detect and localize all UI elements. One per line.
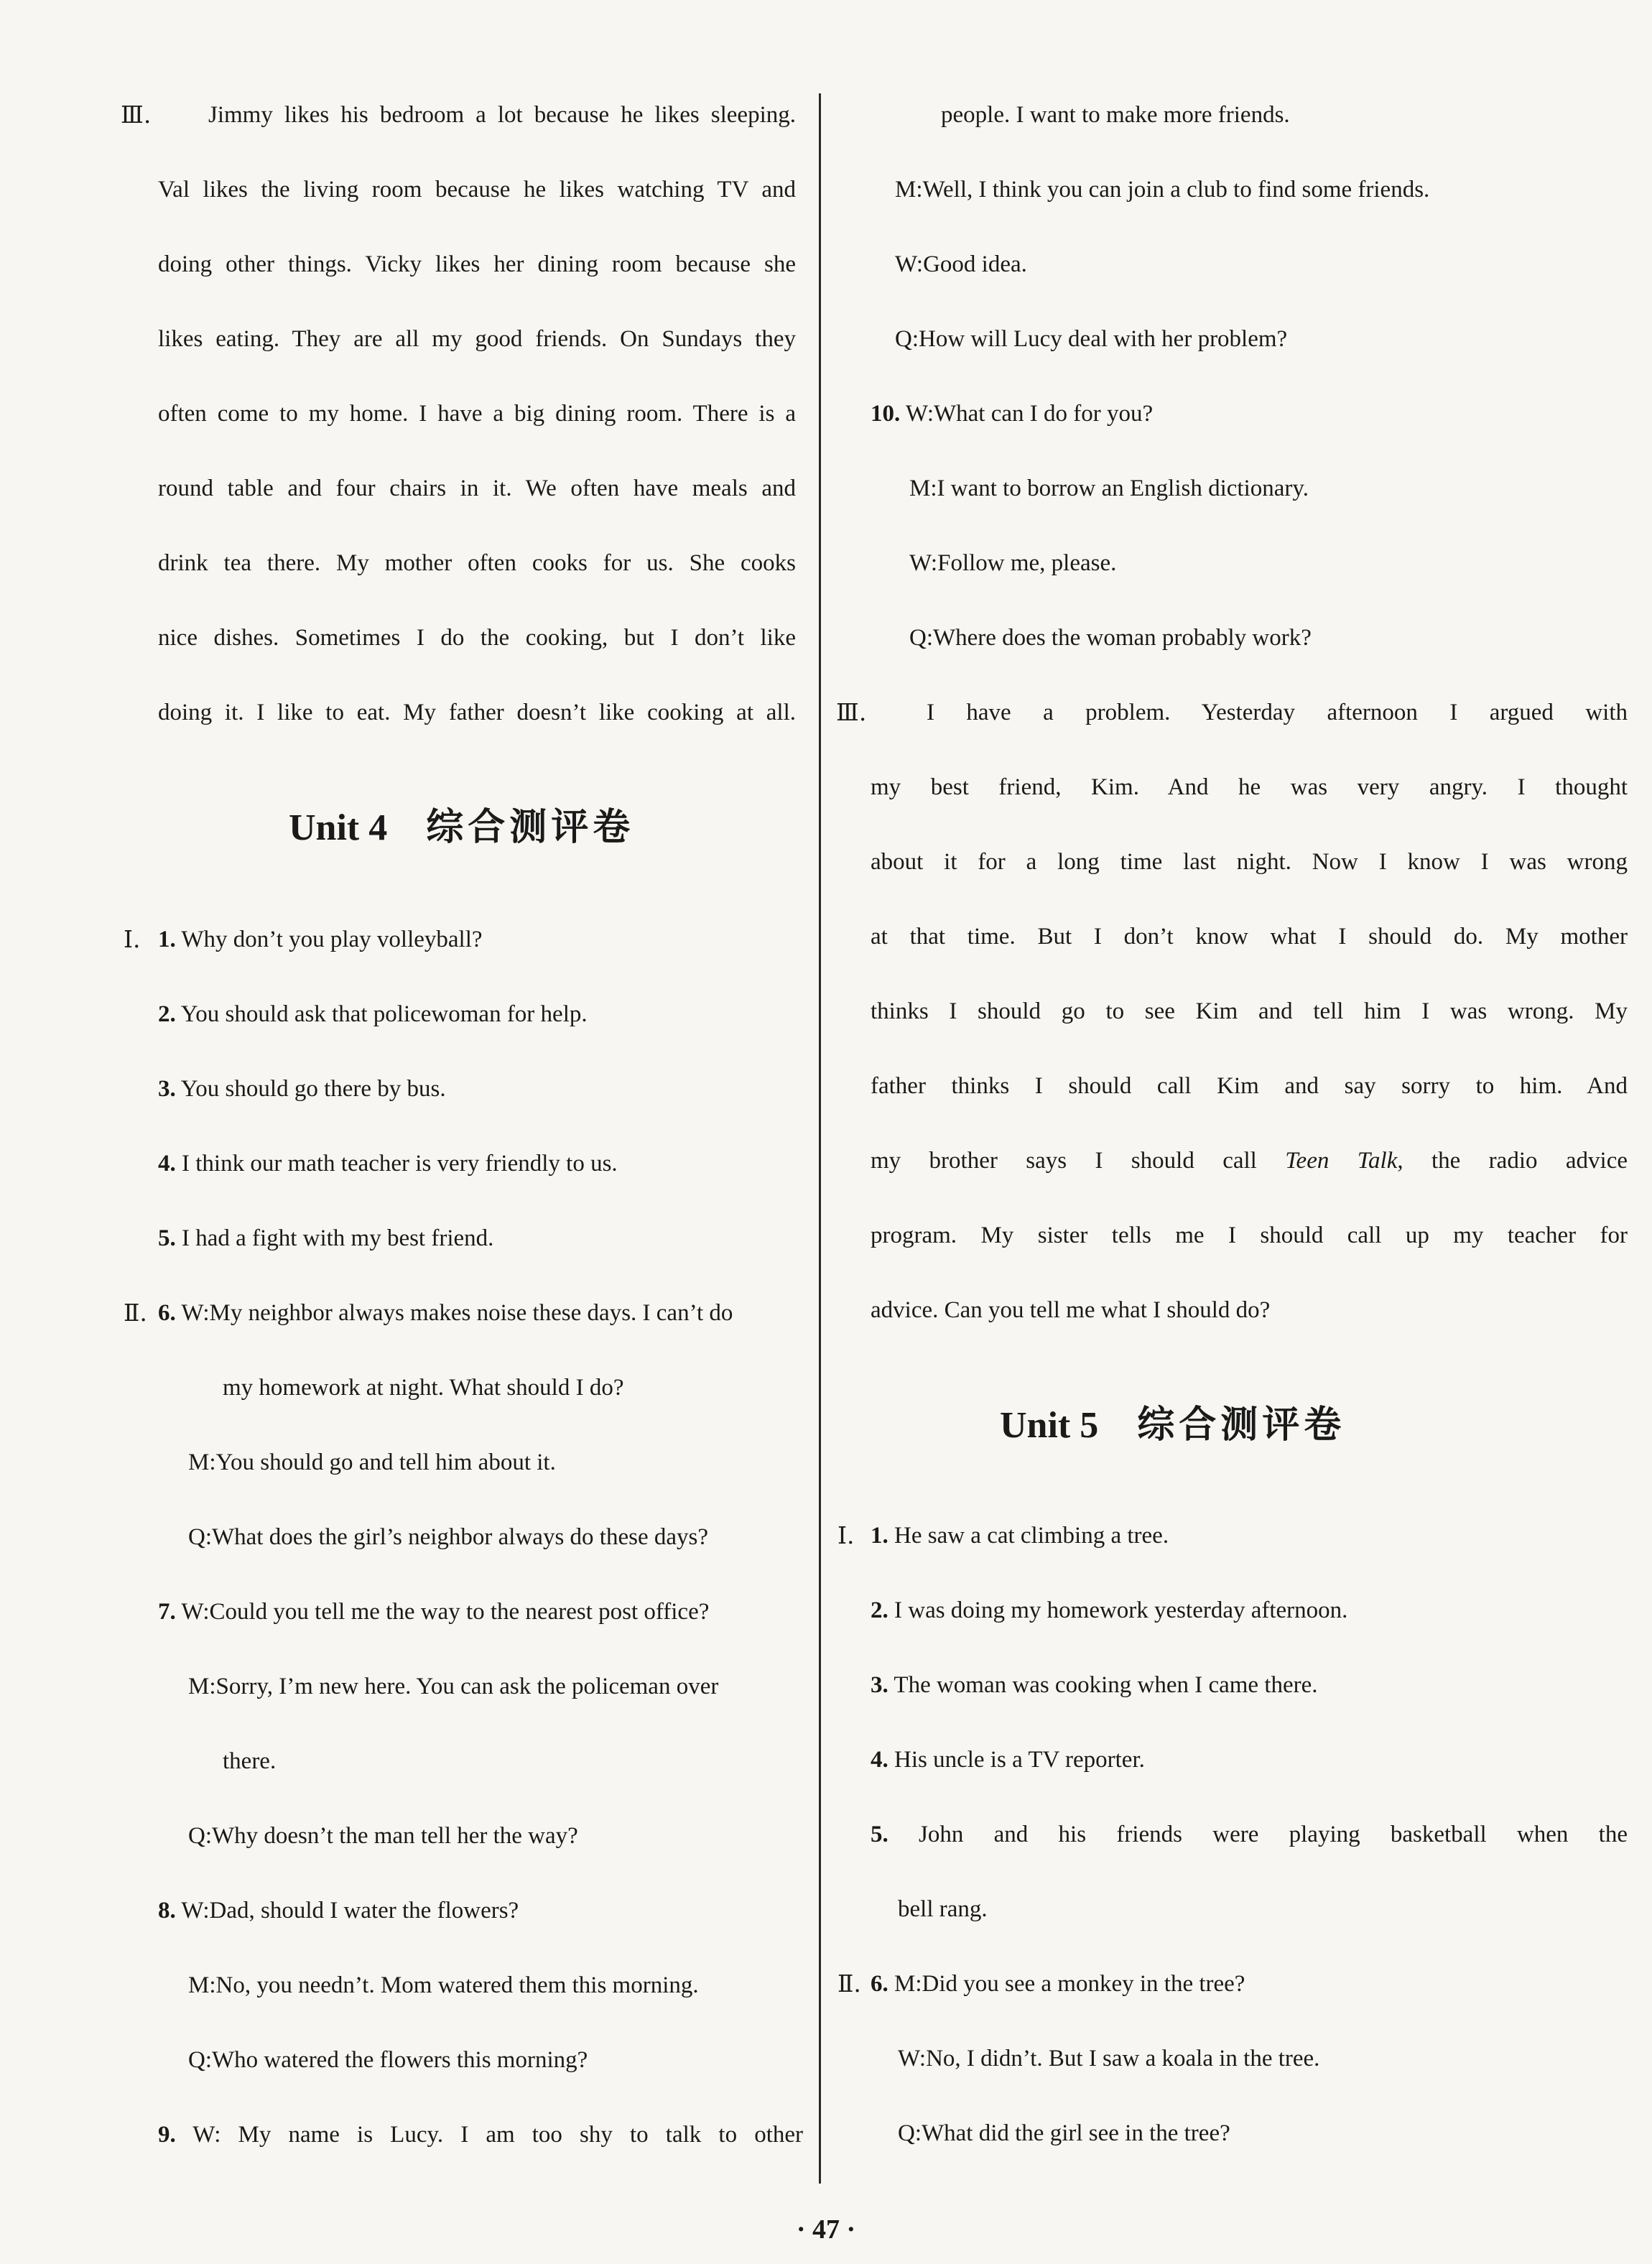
passage-line: father thinks I should call Kim and say sorry to him. And xyxy=(871,1073,1628,1099)
dialogue-line: 6. M:Did you see a monkey in the tree? xyxy=(871,1971,1245,1997)
dialogue-line: my homework at night. What should I do? xyxy=(223,1375,624,1401)
question-line: Q:Where does the woman probably work? xyxy=(909,625,1312,651)
passage-line: about it for a long time last night. Now I know I was wrong xyxy=(871,849,1628,875)
passage-line: doing it. I like to eat. My father doesn’t like cooking at all. xyxy=(158,700,796,725)
passage-line: doing other things. Vicky likes her dining room because she xyxy=(158,251,796,277)
dialogue-line: M:I want to borrow an English dictionary. xyxy=(909,475,1309,501)
right-column xyxy=(826,0,1652,2264)
unit5-heading xyxy=(1000,1404,1345,1447)
list-item: 3. The woman was cooking when I came there. xyxy=(871,1672,1318,1698)
list-item: 1. He saw a cat climbing a tree. xyxy=(871,1523,1169,1549)
passage-line: Val likes the living room because he likes watching TV and xyxy=(158,177,796,203)
section-marker-1: Ⅰ. xyxy=(837,1521,855,1549)
dialogue-line: people. I want to make more friends. xyxy=(941,102,1290,128)
left-column xyxy=(0,0,819,2264)
passage-line: at that time. But I don’t know what I should do. My mother xyxy=(871,924,1628,950)
list-item: 1. Why don’t you play volleyball? xyxy=(158,927,483,952)
dialogue-line: M:You should go and tell him about it. xyxy=(188,1449,556,1475)
passage-line: Jimmy likes his bedroom a lot because he likes sleeping. xyxy=(208,102,796,128)
dialogue-line: W:Follow me, please. xyxy=(909,550,1117,576)
unit4-title: Unit 4 xyxy=(289,807,388,848)
list-item-continued: bell rang. xyxy=(898,1896,988,1922)
question-line: Q:Who watered the flowers this morning? xyxy=(188,2047,588,2073)
passage-line: likes eating. They are all my good friends. On Sundays they xyxy=(158,326,796,352)
section-marker-1: Ⅰ. xyxy=(124,925,141,953)
passage-line: program. My sister tells me I should call up my teacher for xyxy=(871,1223,1628,1248)
dialogue-line: W:No, I didn’t. But I saw a koala in the tree. xyxy=(898,2046,1320,2072)
unit5-subtitle: 综合测评卷 xyxy=(1137,1404,1346,1447)
list-item: 4. I think our math teacher is very friendly to us. xyxy=(158,1151,618,1177)
dialogue-line: W:Good idea. xyxy=(895,251,1027,277)
dialogue-line: there. xyxy=(223,1748,277,1774)
passage-line: round table and four chairs in it. We often have meals and xyxy=(158,475,796,501)
dialogue-line: 7. W:Could you tell me the way to the nearest post office? xyxy=(158,1599,710,1625)
dialogue-line: 8. W:Dad, should I water the flowers? xyxy=(158,1898,519,1924)
dialogue-line: M:Sorry, I’m new here. You can ask the policeman over xyxy=(188,1674,719,1699)
unit4-heading xyxy=(289,806,634,850)
dialogue-line: M:Well, I think you can join a club to find some friends. xyxy=(895,177,1430,203)
column-divider xyxy=(819,93,821,2184)
list-item: 4. His uncle is a TV reporter. xyxy=(871,1747,1145,1773)
dialogue-line: 10. W:What can I do for you? xyxy=(871,401,1154,427)
dialogue-line: 9. W: My name is Lucy. I am too shy to talk to other xyxy=(158,2122,803,2148)
passage-line: my brother says I should call Teen Talk, the radio advice xyxy=(871,1148,1628,1174)
question-line: Q:What does the girl’s neighbor always do these days? xyxy=(188,1524,708,1550)
section-marker-2: Ⅱ. xyxy=(124,1299,147,1327)
unit5-title: Unit 5 xyxy=(1000,1405,1099,1446)
list-item: 5. John and his friends were playing basketball when the xyxy=(871,1822,1628,1847)
page-number: · 47 · xyxy=(796,2214,856,2245)
unit4-subtitle: 综合测评卷 xyxy=(426,806,635,849)
passage-line: thinks I should go to see Kim and tell him I was wrong. My xyxy=(871,998,1628,1024)
section-marker-2: Ⅱ. xyxy=(837,1970,861,1998)
question-line: Q:Why doesn’t the man tell her the way? xyxy=(188,1823,578,1849)
passage-line: often come to my home. I have a big dining room. There is a xyxy=(158,401,796,427)
list-item: 5. I had a fight with my best friend. xyxy=(158,1225,494,1251)
question-line: Q:What did the girl see in the tree? xyxy=(898,2120,1230,2146)
section-marker-3: Ⅲ. xyxy=(121,101,152,129)
passage-line: drink tea there. My mother often cooks for us. She cooks xyxy=(158,550,796,576)
dialogue-line: M:No, you needn’t. Mom watered them this morning. xyxy=(188,1972,699,1998)
list-item: 3. You should go there by bus. xyxy=(158,1076,446,1102)
question-line: Q:How will Lucy deal with her problem? xyxy=(895,326,1288,352)
passage-line: I have a problem. Yesterday afternoon I argued with xyxy=(927,700,1628,725)
list-item: 2. I was doing my homework yesterday afternoon. xyxy=(871,1597,1348,1623)
passage-line: my best friend, Kim. And he was very angry. I thought xyxy=(871,774,1628,800)
list-item: 2. You should ask that policewoman for help. xyxy=(158,1001,588,1027)
section-marker-3: Ⅲ. xyxy=(836,698,867,726)
passage-line: nice dishes. Sometimes I do the cooking, but I don’t like xyxy=(158,625,796,651)
passage-line: advice. Can you tell me what I should do? xyxy=(871,1297,1271,1323)
dialogue-line: 6. W:My neighbor always makes noise these days. I can’t do xyxy=(158,1300,733,1326)
